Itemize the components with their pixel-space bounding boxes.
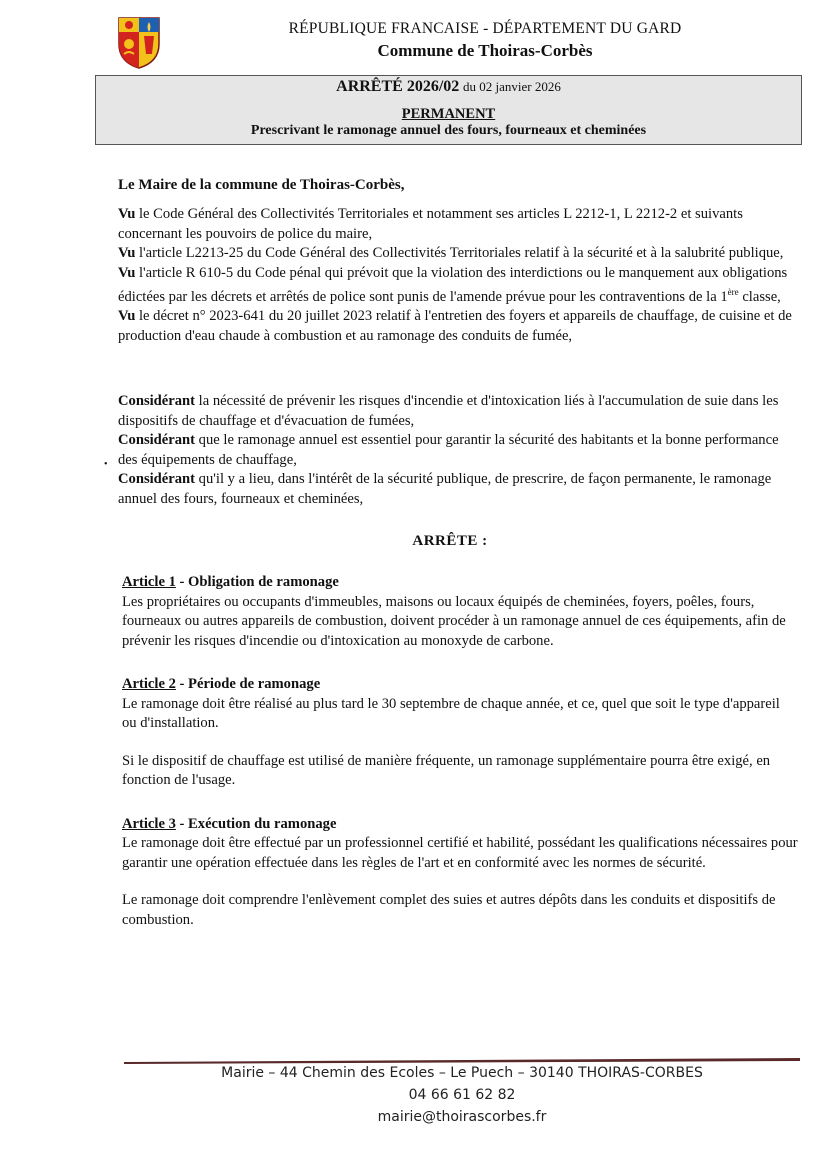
vu-paragraph: Vu le décret n° 2023-641 du 20 juillet 2023 relatif à l'entretien des foyers et appareils de chauffage, de cuisine et de production d'eau chaude à combustion et au ramonage des conduits de fumée, [118, 308, 792, 344]
considerant-paragraph: Considérant la nécessité de prévenir les risques d'incendie et d'intoxication liés à l'accumulation de suie dans les dispositifs de chauffage et d'évacuation de fumées, [118, 393, 779, 429]
considerant-section [118, 392, 796, 509]
footer-address: Mairie – 44 Chemin des Ecoles – Le Puech – 30140 THOIRAS-CORBES [221, 1065, 703, 1081]
article-1 [122, 573, 798, 651]
arrete-subject: Prescrivant le ramonage annuel des fours, fourneaux et cheminées [250, 123, 647, 138]
footer-divider [124, 1051, 800, 1058]
vu-paragraph: Vu l'article L2213-25 du Code Général des Collectivités Territoriales relatif à la sécurité et à la salubrité publique, [118, 245, 784, 261]
considerant-paragraph: Considérant qu'il y a lieu, dans l'intérêt de la sécurité publique, de prescrire, de façon permanente, le ramonage annuel des fours, fourneaux et cheminées, [118, 471, 772, 507]
vu-paragraph: Vu le Code Général des Collectivités Territoriales et notamment ses articles L 2212-1, L 2212-2 et suivants concernant les pouvoirs de police du maire, [118, 206, 743, 242]
republic-department-line: RÉPUBLIQUE FRANCAISE - DÉPARTEMENT DU GARD [288, 20, 682, 37]
arrete-date: du 02 janvier 2026 [463, 79, 561, 94]
articles-section [122, 573, 798, 930]
commune-name: Commune de Thoiras-Corbès [377, 41, 593, 60]
footer-email: mairie@thoirascorbes.fr [377, 1109, 547, 1125]
arrete-status-line [95, 106, 802, 123]
article-heading: Article 3 - Exécution du ramonage [122, 815, 337, 832]
decision-title: ARRÊTE : [412, 533, 488, 549]
article-paragraph: Les propriétaires ou occupants d'immeubles, maisons ou locaux équipés de cheminées, foyers, poêles, fours, fourneaux ou autres appareils de combustion, doivent procéder à un ramonage annuel de ces équipements, afin de prévenir les risques d'incendie ou d'intoxication au monoxyde de carbone. [122, 593, 786, 649]
commune-coat-of-arms [116, 14, 162, 70]
arrete-number-line [95, 78, 802, 96]
considerant-paragraph: Considérant que le ramonage annuel est essentiel pour garantir la sécurité des habitants et la bonne performance des équipements de chauffage, [118, 432, 779, 468]
vu-section [118, 205, 796, 346]
margin-bullet-mark: • [104, 459, 108, 470]
article-paragraph: Le ramonage doit être effectué par un professionnel certifié et habilité, possédant les qualifications nécessaires pour garantir une opération effectuée dans les règles de l'art et en conformité avec les normes de sécurité. [122, 835, 798, 871]
article-3 [122, 815, 798, 931]
article-paragraph: Le ramonage doit être réalisé au plus tard le 30 septembre de chaque année, et ce, quel que soit le type d'appareil ou d'installation. [122, 695, 780, 731]
arrete-number: ARRÊTÉ 2026/02 [336, 78, 460, 95]
vu-paragraph: Vu l'article R 610-5 du Code pénal qui prévoit que la violation des interdictions ou le manquement aux obligations édictées par les décrets et arrêtés de police sont punis de l'amende prévue pour les contraventions de la 1ère classe, [118, 264, 788, 305]
maire-heading: Le Maire de la commune de Thoiras-Corbès, [118, 177, 405, 193]
article-heading: Article 2 - Période de ramonage [122, 676, 321, 692]
article-2 [122, 675, 798, 791]
footer-phone: 04 66 61 62 82 [408, 1087, 516, 1103]
arrete-status: PERMANENT [401, 106, 496, 122]
article-paragraph: Si le dispositif de chauffage est utilisé de manière fréquente, un ramonage supplémentaire pourra être exigé, en fonction de l'usage. [122, 752, 771, 788]
article-paragraph: Le ramonage doit comprendre l'enlèvement complet des suies et autres dépôts dans les conduits et dispositifs de combustion. [122, 892, 776, 928]
article-heading: Article 1 - Obligation de ramonage [122, 574, 339, 590]
